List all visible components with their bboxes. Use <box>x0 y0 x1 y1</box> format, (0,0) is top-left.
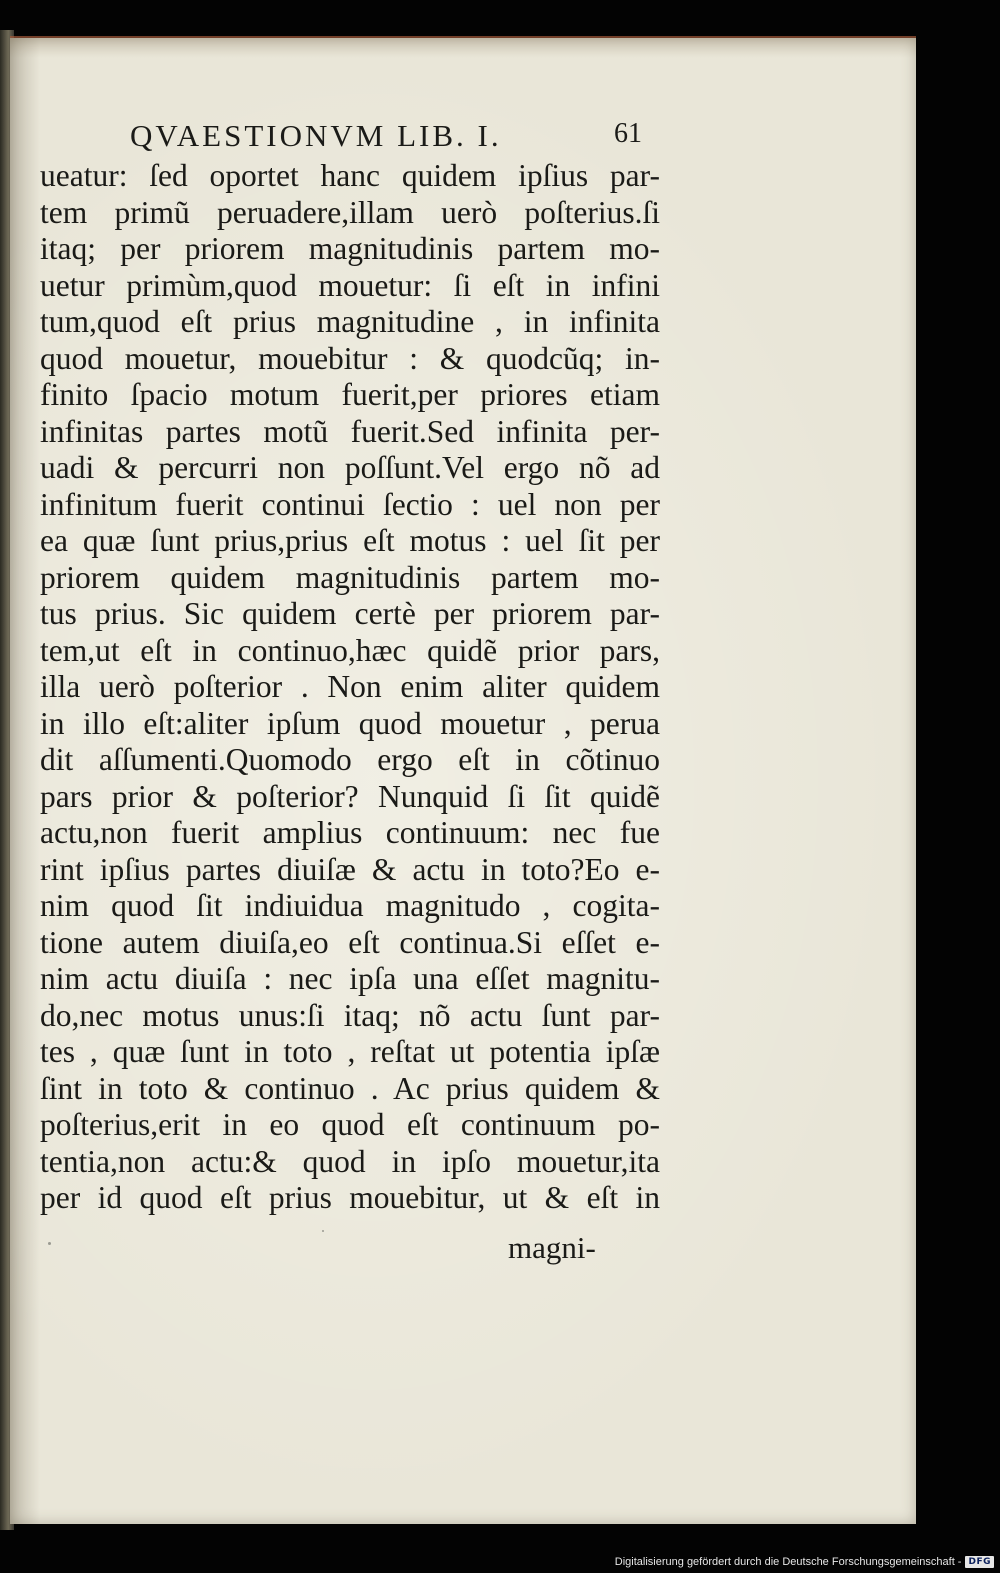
text-line: finito ſpacio motum fuerit,per priores etiam <box>40 377 660 412</box>
body-text <box>40 158 660 1217</box>
text-line: ſint in toto & continuo . Ac prius quidem & <box>40 1070 660 1106</box>
running-head-title: QVAESTIONVM LIB. I. <box>130 118 502 153</box>
text-line: tentia,non actu:& quod in ipſo mouetur,ita <box>40 1143 660 1179</box>
text-line: ueatur: ſed oportet hanc quidem ipſius par- <box>40 158 660 193</box>
page-number: 61 <box>614 118 642 149</box>
text-line: actu,non fuerit amplius continuum: nec fue <box>40 815 660 850</box>
credit-text: Digitalisierung gefördert durch die Deutsche Forschungsgemeinschaft - <box>614 1556 962 1568</box>
text-line: uetur primùm,quod mouetur: ſi eſt in infini <box>40 267 660 303</box>
text-line: quod mouetur, mouebitur : & quodcũq; in- <box>40 340 660 376</box>
text-line: pars prior & poſterior? Nunquid ſi ſit quidẽ <box>40 778 660 814</box>
text-line: tem primũ peruadere,illam uerò poſterius.ſi <box>40 194 660 230</box>
text-line: tus prius. Sic quidem certè per priorem par- <box>40 596 660 631</box>
text-line: rint ipſius partes diuiſæ & actu in toto?Eo e- <box>40 851 660 887</box>
text-line: in illo eſt:aliter ipſum quod mouetur , perua <box>40 705 660 741</box>
text-line: infinitum fuerit continui ſectio : uel non per <box>40 486 660 522</box>
text-line: nim quod ſit indiuidua magnitudo , cogita- <box>40 888 660 923</box>
text-line: infinitas partes motũ fuerit.Sed infinita per- <box>40 413 660 449</box>
text-line: tes , quæ ſunt in toto , reſtat ut potentia ipſæ <box>40 1034 660 1069</box>
text-line: nim actu diuiſa : nec ipſa una eſſet magnitu- <box>40 961 660 996</box>
text-line: uadi & percurri non poſſunt.Vel ergo nõ ad <box>40 450 660 485</box>
text-line: tum,quod eſt prius magnitudine , in infinita <box>40 304 660 339</box>
paper-speck <box>322 1230 324 1232</box>
text-line: poſterius,erit in eo quod eſt continuum po- <box>40 1107 660 1142</box>
text-line: tione autem diuiſa,eo eſt continua.Si eſſet e- <box>40 924 660 960</box>
text-line: do,nec motus unus:ſi itaq; nõ actu ſunt par- <box>40 997 660 1033</box>
text-line: ea quæ ſunt prius,prius eſt motus : uel ſit per <box>40 523 660 558</box>
paper-speck <box>48 1242 51 1245</box>
dfg-logo: DFG <box>965 1556 994 1568</box>
text-line: dit aſſumenti.Quomodo ergo eſt in cõtinuo <box>40 742 660 777</box>
text-line: tem,ut eſt in continuo,hæc quidẽ prior pars, <box>40 632 660 668</box>
running-head <box>130 118 642 158</box>
text-line: priorem quidem magnitudinis partem mo- <box>40 559 660 595</box>
digitization-credit <box>615 1554 994 1570</box>
text-line: illa uerò poſterior . Non enim aliter quidem <box>40 669 660 704</box>
text-line: itaq; per priorem magnitudinis partem mo- <box>40 231 660 266</box>
catchword: magni- <box>508 1230 596 1265</box>
text-line: per id quod eſt prius mouebitur, ut & eſt in <box>40 1180 660 1215</box>
